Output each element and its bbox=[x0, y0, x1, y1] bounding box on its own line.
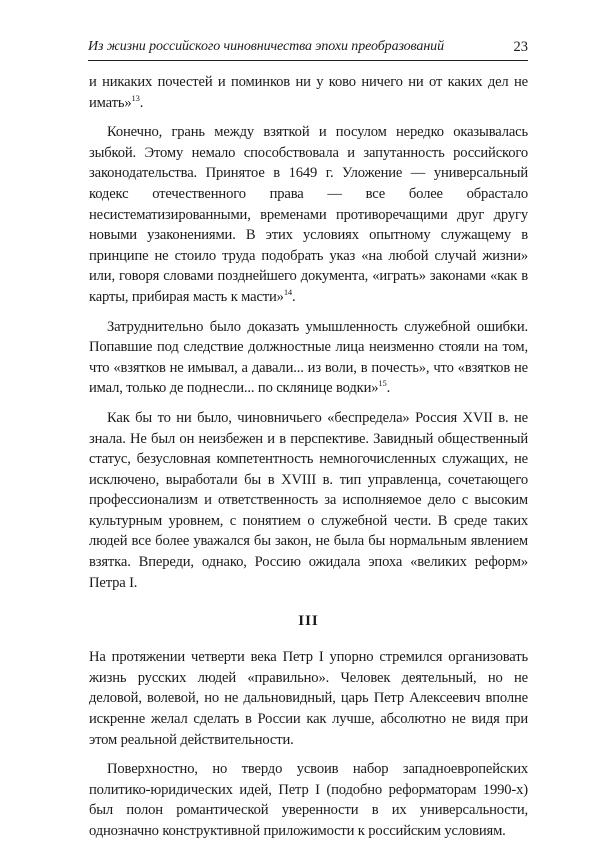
section-heading: III bbox=[298, 613, 319, 630]
paragraph-1: и никаких почестей и поминков ни у ково ничего ни от каких дел не имать»$^{13}$. bbox=[89, 74, 528, 111]
paragraph-5: На протяжении четверти века Петр I упорно стремился организовать жизнь русских людей «правильно». Человек деятельный, но не деловой, волевой, но не дальновидный, царь Петр Алексеевич вполне искренне желал сделать в России как лучше, абсолютно не видя при этом реальной действительности. bbox=[89, 649, 528, 748]
running-header bbox=[88, 38, 528, 61]
running-header-title: Из жизни российского чиновничества эпохи преобразований bbox=[88, 39, 444, 54]
footnote-ref-15: 15 bbox=[378, 378, 387, 389]
paragraph-4: Как бы то ни было, чиновничьего «беспредела» Россия XVII в. не знала. Не был он неизбежен и в перспективе. Завидный общественный статус, безусловная компетентность немногочисленных служащих, не исключено, выработали бы в XVIII в. тип управленца, сочетающего профессионализм и ответственность за исполняемое дело с высоким культурным уровнем, с понятием о служебной чести. В среде таких людей все более уважался бы закон, не была бы нормальным явлением взятка. Впереди, однако, Россию ожидала эпоха «великих реформ» Петра I. bbox=[89, 409, 528, 591]
page-body bbox=[89, 72, 528, 842]
paragraph-3: Затруднительно было доказать умышленность служебной ошибки. Попавшие под следствие должностные лица неизменно стояли на том, что «взятков не имывал, а давали... из воли, в почесть», что «взятков не имал, только де поднесли... по склянице водки»$^{15}$. bbox=[89, 318, 528, 397]
footnote-ref-13: 13 bbox=[131, 92, 140, 103]
paragraph-2-text: Конечно, грань между взяткой и посулом нередко оказывалась зыбкой. Этому немало способствовала и запутанность российского законодательства. Принятое в 1649 г. Уложение — универсальный кодекс отечественного права — все более обрастало несистематизированными, временами противоречащими друг другу новыми узаконениями. В этих условиях опытному служащему в принципе не стоило труда подобрать указ «на любой случай жизни» или, говоря словами позднейшего документа, «играть» законами «как в карты, прибирая масть к масти» bbox=[89, 124, 528, 305]
page-number: 23 bbox=[513, 39, 528, 55]
paragraph-6: Поверхностно, но твердо усвоив набор западноевропейских политико-юридических идей, Петр I (подобно реформаторам 1990-х) был полон романтической уверенности в их универсальности, однозначно конструктивной приложимости к российским условиям. bbox=[89, 761, 528, 839]
paragraph-2: Конечно, грань между взяткой и посулом нередко оказывалась зыбкой. Этому немало способствовала и запутанность российского законодательства. Принятое в 1649 г. Уложение — универсальный кодекс отечественного права — все более обрастало несистематизированными, временами противоречащими друг другу новыми узаконениями. В этих условиях опытному служащему в принципе не стоило труда подобрать указ «на любой случай жизни» или, говоря словами позднейшего документа, «играть» законами «как в карты, прибирая масть к масти»$^{14}$. bbox=[89, 124, 528, 305]
paragraph-3-text: Затруднительно было доказать умышленность служебной ошибки. Попавшие под следствие должностные лица неизменно стояли на том, что «взятков не имывал, а давали... из воли, в почесть», что «взятков не имал, только де поднесли... по склянице водки» bbox=[89, 318, 528, 397]
footnote-ref-14: 14 bbox=[283, 286, 293, 297]
paragraph-1-text: и никаких почестей и поминков ни у ково ничего ни от каких дел не имать» bbox=[89, 74, 528, 111]
